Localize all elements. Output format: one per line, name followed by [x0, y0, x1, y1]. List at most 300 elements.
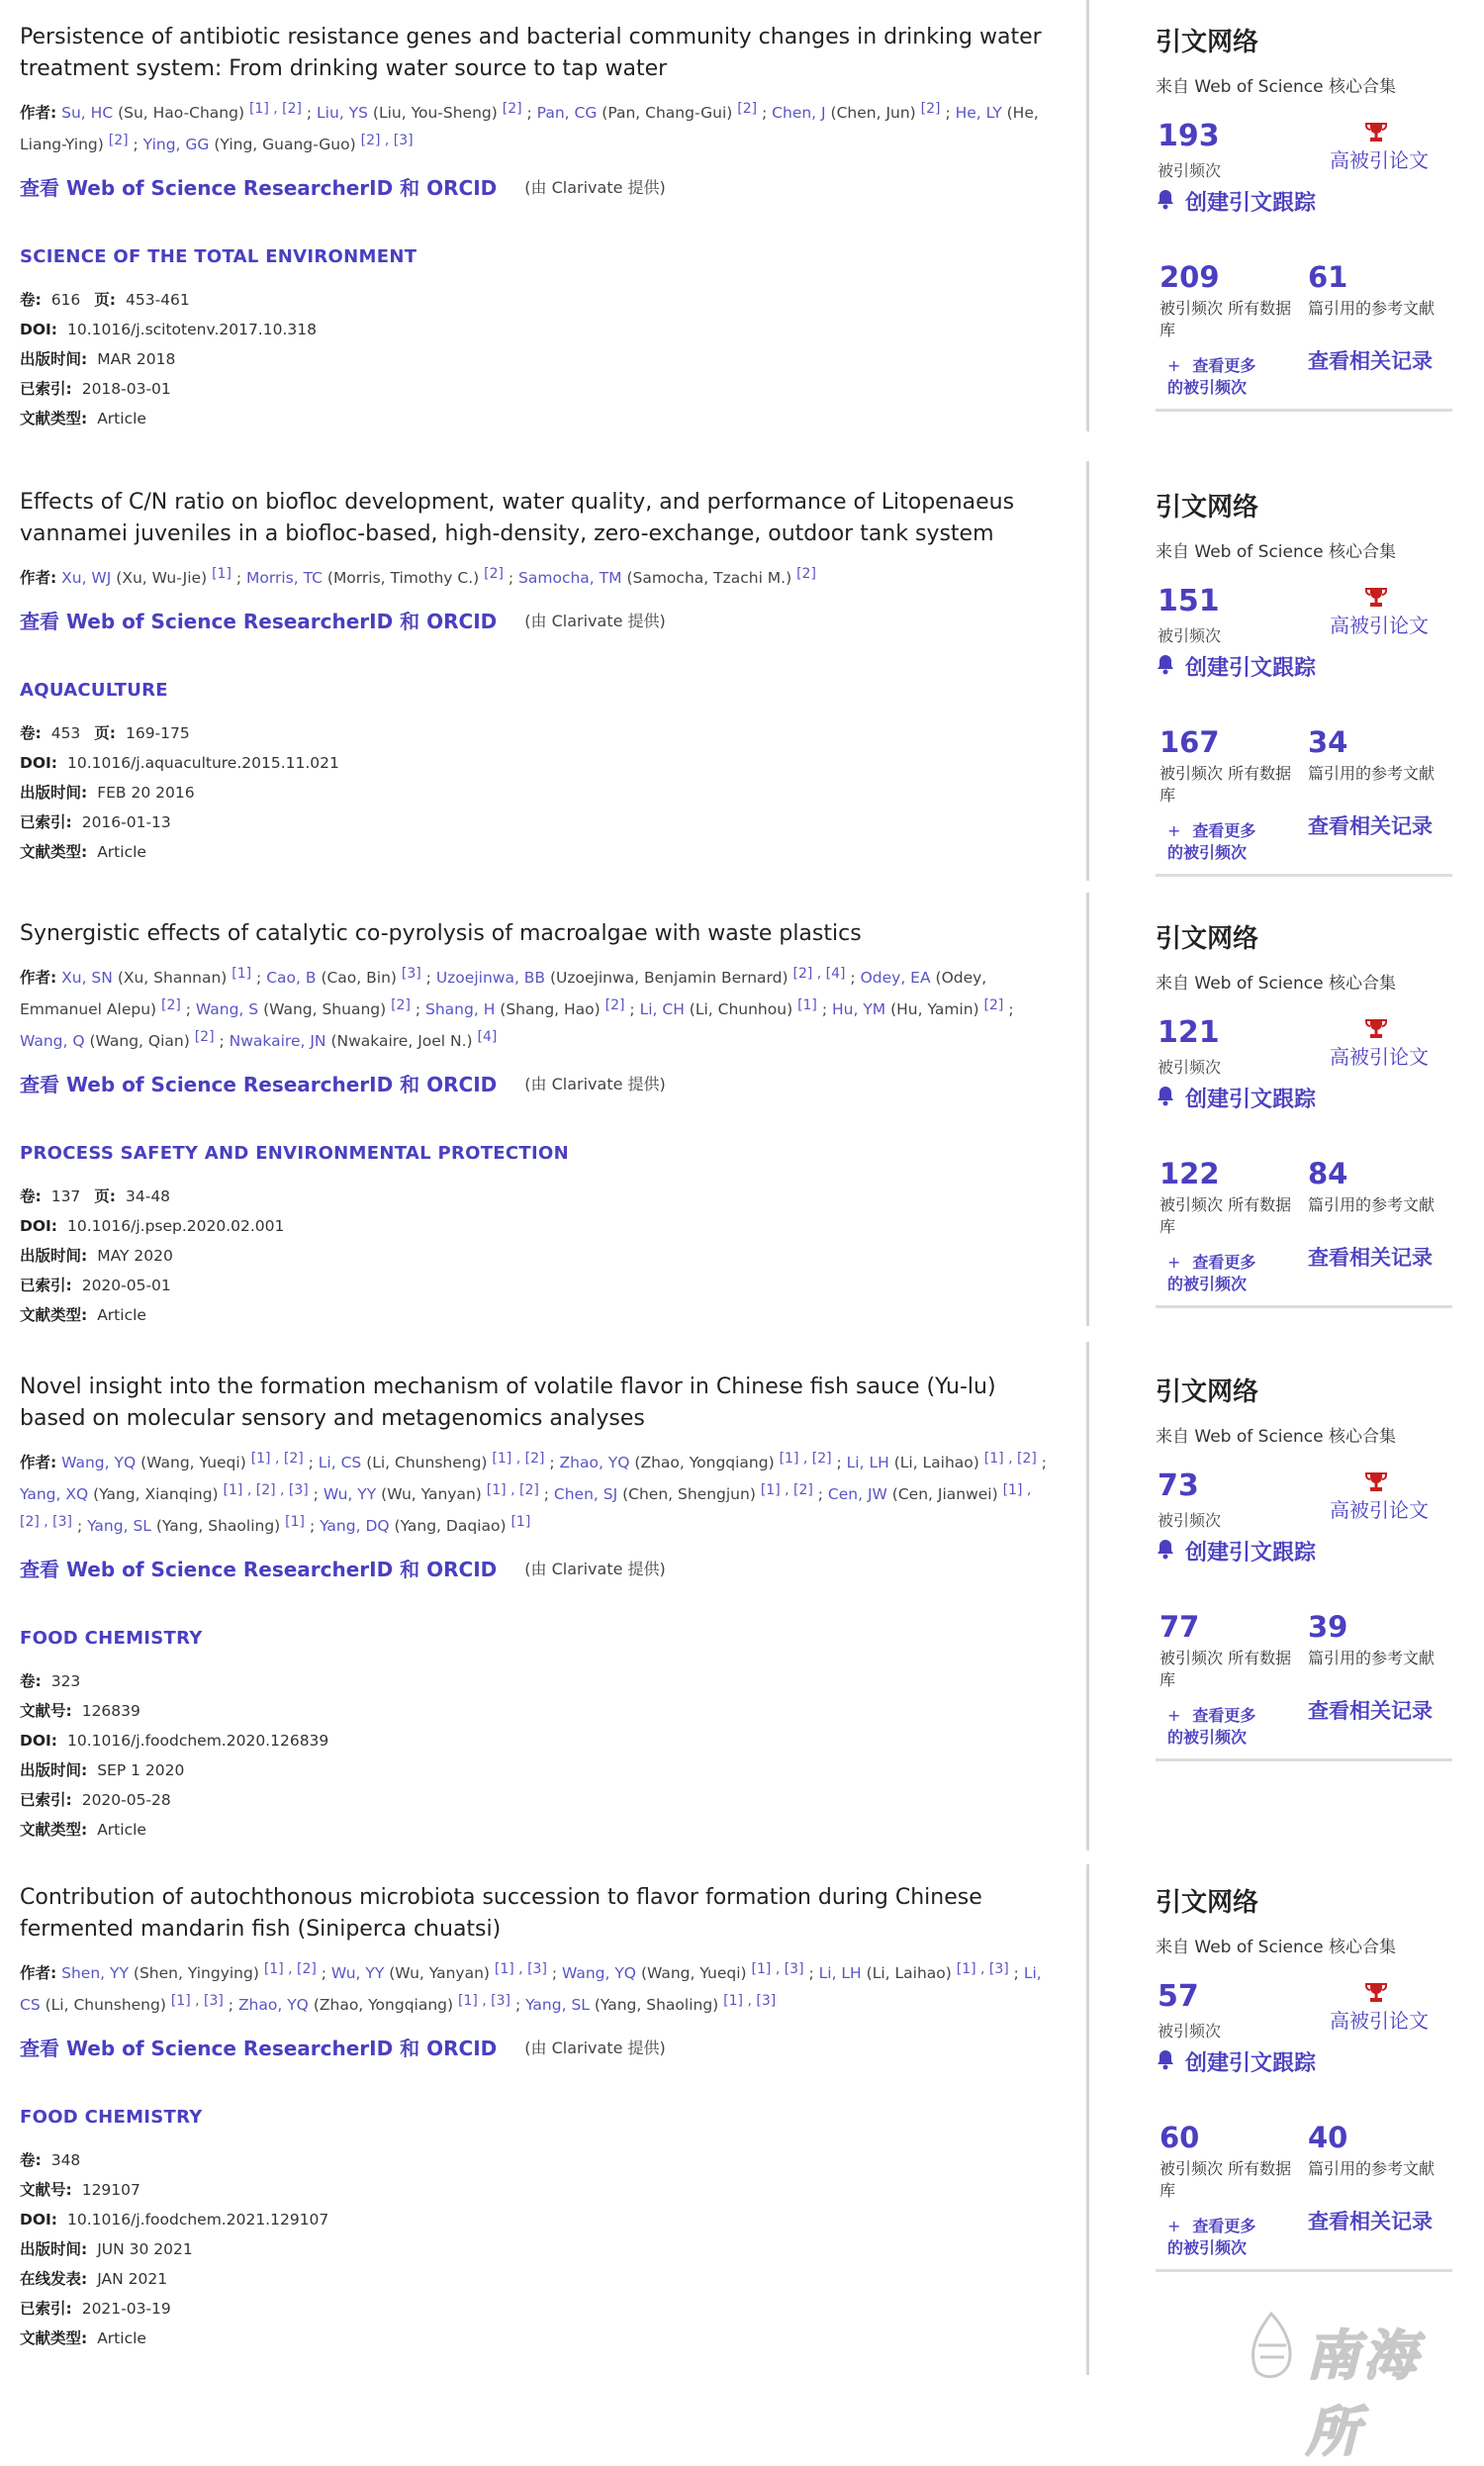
meta-indexed-label: 已索引:	[20, 380, 72, 398]
meta-doc-type	[20, 837, 1049, 867]
author-separator: ;	[214, 1032, 230, 1050]
researcher-id-link[interactable]: 查看 Web of Science ResearcherID 和 ORCID	[20, 176, 498, 200]
author-link[interactable]: Yang, SL	[87, 1517, 151, 1535]
meta-doc-type	[20, 404, 1049, 433]
author-link[interactable]: Yang, DQ	[320, 1517, 390, 1535]
author-link[interactable]: Wang, Q	[20, 1032, 85, 1050]
meta-volume-value: 323	[50, 1672, 81, 1690]
researcher-id-row	[20, 1069, 1049, 1097]
author-affiliation-ref[interactable]: [1]	[510, 1514, 531, 1530]
author-link[interactable]: Xu, SN	[61, 969, 113, 987]
record-details	[20, 22, 1049, 433]
all-db-cited-count[interactable]: 167	[1159, 725, 1220, 759]
author-separator: ;	[72, 1517, 88, 1535]
author-affiliation-ref[interactable]: [1] , [2]	[263, 1961, 317, 1977]
author-full-name: (Zhao, Yongqiang)	[634, 1454, 775, 1471]
trophy-icon	[1365, 121, 1387, 144]
researcher-id-link[interactable]: 查看 Web of Science ResearcherID 和 ORCID	[20, 1558, 498, 1581]
author-affiliation-ref[interactable]: [1] , [2]	[250, 1451, 304, 1467]
create-citation-alert-label[interactable]: 创建引文跟踪	[1185, 1541, 1317, 1565]
author-full-name: (Shen, Yingying)	[133, 1964, 259, 1982]
meta-volume-value: 616	[50, 291, 81, 309]
author-link[interactable]: Chen, J	[772, 104, 826, 122]
author-affiliation-ref[interactable]: [4]	[477, 1029, 498, 1045]
all-db-cited-count[interactable]: 209	[1159, 260, 1220, 294]
related-records-link[interactable]: 查看相关记录	[1308, 1246, 1433, 1270]
highly-cited-badge[interactable]: 高被引论文	[1330, 1045, 1429, 1069]
author-separator: ;	[546, 1964, 562, 1982]
times-cited-label: 被引频次	[1158, 1058, 1222, 1077]
meta-indexed-value: 2020-05-01	[81, 1277, 171, 1294]
journal-link[interactable]: PROCESS SAFETY AND ENVIRONMENTAL PROTECTION	[20, 1143, 569, 1164]
see-more-line2[interactable]: 的被引频次	[1167, 1728, 1248, 1747]
trophy-icon	[1365, 1470, 1387, 1494]
meta-pages-value: 453-461	[126, 291, 190, 309]
times-cited-count[interactable]: 121	[1158, 1015, 1220, 1050]
meta-volume-label: 卷:	[20, 724, 42, 742]
author-full-name: (Li, Chunhou)	[689, 1000, 793, 1018]
watermark-emblem-icon	[1237, 2306, 1306, 2385]
researcher-id-link[interactable]: 查看 Web of Science ResearcherID 和 ORCID	[20, 610, 498, 633]
authors-label: 作者:	[20, 1964, 57, 1982]
meta-doi-value: 10.1016/j.foodchem.2021.129107	[67, 2211, 329, 2229]
meta-pages-label: 页:	[94, 1187, 116, 1205]
meta-article-number	[20, 1696, 1049, 1726]
author-link[interactable]: Xu, WJ	[61, 569, 112, 587]
column-divider	[1086, 0, 1089, 431]
create-citation-alert[interactable]	[1156, 1083, 1452, 1113]
author-link[interactable]: Morris, TC	[246, 569, 323, 587]
authors-label: 作者:	[20, 104, 57, 122]
cited-refs-count[interactable]: 61	[1308, 260, 1348, 294]
meta-doi-value: 10.1016/j.aquaculture.2015.11.021	[67, 754, 339, 772]
author-full-name: (Su, Hao-Chang)	[118, 104, 245, 122]
meta-doi-label: DOI:	[20, 1732, 58, 1750]
author-full-name: (Nwakaire, Joel N.)	[330, 1032, 473, 1050]
trophy-icon	[1365, 1981, 1387, 2005]
author-link[interactable]: Wang, YQ	[61, 1454, 137, 1471]
bell-icon	[1156, 2048, 1175, 2076]
author-affiliation-ref[interactable]: [3]	[401, 966, 421, 982]
author-affiliation-ref[interactable]: [1] , [3]	[751, 1961, 804, 1977]
times-cited-count[interactable]: 57	[1158, 1979, 1199, 2014]
author-separator: ;	[1003, 1000, 1014, 1018]
highly-cited-badge[interactable]: 高被引论文	[1330, 1498, 1429, 1522]
cited-refs-label: 篇引用的参考文献	[1308, 1649, 1436, 1667]
author-separator: ;	[180, 1000, 196, 1018]
see-more-line2[interactable]: 的被引频次	[1167, 2238, 1248, 2257]
cited-refs-label: 篇引用的参考文献	[1308, 764, 1436, 783]
create-citation-alert[interactable]	[1156, 2046, 1452, 2077]
author-full-name: (Wu, Yanyan)	[389, 1964, 490, 1982]
see-more-line1[interactable]: 查看更多	[1192, 821, 1256, 840]
provider-note: (由 Clarivate 提供)	[524, 2039, 666, 2057]
record-details	[20, 1882, 1049, 2353]
citation-stats	[1156, 1157, 1452, 1308]
cited-refs-label: 篇引用的参考文献	[1308, 2159, 1436, 2178]
author-affiliation-ref[interactable]: [2]	[983, 997, 1004, 1013]
author-affiliation-ref[interactable]: [2]	[737, 101, 758, 117]
citation-source: 来自 Web of Science 核心合集	[1156, 974, 1396, 994]
times-cited-row	[1156, 1015, 1452, 1081]
author-link[interactable]: Yang, SL	[525, 1996, 590, 2014]
record-details	[20, 487, 1049, 867]
citation-network-panel	[1156, 1372, 1452, 1761]
author-link[interactable]: Hu, YM	[831, 1000, 886, 1018]
meta-volume	[20, 1182, 1049, 1211]
author-affiliation-ref[interactable]: [1] , [3]	[494, 1961, 547, 1977]
create-citation-alert-label[interactable]: 创建引文跟踪	[1185, 191, 1317, 216]
meta-pub-date-value: MAY 2020	[97, 1247, 173, 1265]
author-link[interactable]: Samocha, TM	[518, 569, 622, 587]
author-separator: ;	[1036, 1454, 1047, 1471]
author-link[interactable]: Nwakaire, JN	[229, 1032, 326, 1050]
meta-pub-date-label: 出版时间:	[20, 2240, 88, 2258]
all-db-cited-label: 被引频次 所有数据库	[1159, 299, 1292, 339]
meta-article-number	[20, 2175, 1049, 2205]
author-full-name: (Odey, Emmanuel Alepu)	[20, 969, 987, 1018]
meta-volume	[20, 285, 1049, 315]
meta-volume	[20, 718, 1049, 748]
author-separator: ;	[1008, 1964, 1024, 1982]
author-separator: ;	[538, 1485, 554, 1503]
author-affiliation-ref[interactable]: [2]	[194, 1029, 215, 1045]
meta-indexed	[20, 1271, 1049, 1300]
author-full-name: (Li, Laihao)	[893, 1454, 979, 1471]
meta-volume	[20, 2145, 1049, 2175]
author-full-name: (Uzoejinwa, Benjamin Bernard)	[550, 969, 788, 987]
author-link[interactable]: He, LY	[955, 104, 1002, 122]
create-citation-alert[interactable]	[1156, 186, 1452, 217]
journal-link[interactable]: FOOD CHEMISTRY	[20, 2107, 203, 2128]
author-separator: ;	[803, 1964, 819, 1982]
author-link[interactable]: Cao, B	[266, 969, 317, 987]
author-link[interactable]: Wang, S	[195, 1000, 259, 1018]
author-separator: ;	[816, 1000, 832, 1018]
related-records-link[interactable]: 查看相关记录	[1308, 814, 1433, 838]
meta-online-date	[20, 2264, 1049, 2294]
author-link[interactable]: Shang, H	[425, 1000, 496, 1018]
meta-indexed-value: 2020-05-28	[81, 1791, 171, 1809]
author-separator: ;	[503, 569, 519, 587]
see-more-line1[interactable]: 查看更多	[1192, 1253, 1256, 1272]
related-records-link[interactable]: 查看相关记录	[1308, 349, 1433, 373]
meta-online-date-value: JAN 2021	[97, 2270, 168, 2288]
record-title[interactable]: Contribution of autochthonous microbiota succession to flavor formation during Chinese fermented mandarin fish (Siniperca chuatsi)	[20, 1885, 982, 1942]
author-affiliation-ref[interactable]: [1] , [2]	[983, 1451, 1037, 1467]
citation-network-panel	[1156, 487, 1452, 877]
meta-pages-value: 34-48	[126, 1187, 171, 1205]
author-link[interactable]: Li, CS	[20, 1964, 1042, 2014]
author-separator: ;	[420, 969, 436, 987]
meta-volume-label: 卷:	[20, 291, 42, 309]
researcher-id-link[interactable]: 查看 Web of Science ResearcherID 和 ORCID	[20, 1073, 498, 1096]
meta-doi-label: DOI:	[20, 2211, 58, 2229]
meta-doi	[20, 1726, 1049, 1755]
highly-cited-badge[interactable]: 高被引论文	[1330, 148, 1429, 172]
meta-doi	[20, 1211, 1049, 1241]
author-link[interactable]: Pan, CG	[536, 104, 598, 122]
author-affiliation-ref[interactable]: [1]	[232, 966, 252, 982]
create-citation-alert-label[interactable]: 创建引文跟踪	[1185, 656, 1317, 681]
times-cited-count[interactable]: 73	[1158, 1469, 1199, 1503]
author-affiliation-ref[interactable]: [2]	[502, 101, 522, 117]
author-separator: ;	[231, 569, 246, 587]
author-affiliation-ref[interactable]: [2]	[161, 997, 181, 1013]
author-affiliation-ref[interactable]: [1] , [2] , [3]	[20, 1482, 1032, 1530]
times-cited-count[interactable]: 193	[1158, 119, 1220, 153]
see-more-cited-link[interactable]	[1167, 1252, 1286, 1295]
author-affiliation-ref[interactable]: [1] , [3]	[170, 1993, 224, 2009]
citation-stats	[1156, 260, 1452, 412]
meta-pub-date-label: 出版时间:	[20, 350, 88, 368]
author-separator: ;	[831, 1454, 847, 1471]
meta-indexed-label: 已索引:	[20, 813, 72, 831]
see-more-cited-link[interactable]	[1167, 1705, 1286, 1749]
author-full-name: (Yang, Daqiao)	[394, 1517, 507, 1535]
see-more-line1[interactable]: 查看更多	[1192, 2217, 1256, 2235]
bell-icon	[1156, 1538, 1175, 1565]
times-cited-label: 被引频次	[1158, 626, 1222, 645]
citation-network-panel	[1156, 1882, 1452, 2272]
researcher-id-row	[20, 606, 1049, 634]
citation-network-panel	[1156, 918, 1452, 1308]
author-affiliation-ref[interactable]: [1] , [2]	[760, 1482, 813, 1498]
provider-note: (由 Clarivate 提供)	[524, 1560, 666, 1578]
author-link[interactable]: Zhao, YQ	[237, 1996, 309, 2014]
author-link[interactable]: Li, CS	[318, 1454, 362, 1471]
author-full-name: (He, Liang-Ying)	[20, 104, 1039, 153]
authors-label: 作者:	[20, 1454, 57, 1471]
researcher-id-link[interactable]: 查看 Web of Science ResearcherID 和 ORCID	[20, 2037, 498, 2060]
meta-article-number-label: 文献号:	[20, 2181, 72, 2199]
author-affiliation-ref[interactable]: [1] , [3]	[458, 1993, 511, 2009]
citation-source: 来自 Web of Science 核心合集	[1156, 542, 1396, 562]
author-link[interactable]: Li, CH	[639, 1000, 685, 1018]
create-citation-alert-label[interactable]: 创建引文跟踪	[1185, 2051, 1317, 2076]
provider-note: (由 Clarivate 提供)	[524, 1075, 666, 1093]
author-separator: ;	[128, 136, 143, 153]
author-link[interactable]: Cen, JW	[827, 1485, 887, 1503]
watermark-text: 南海所	[1306, 2324, 1421, 2463]
see-more-line2[interactable]: 的被引频次	[1167, 1275, 1248, 1293]
watermark-logo	[1237, 2306, 1474, 2463]
cited-refs-count[interactable]: 39	[1308, 1610, 1348, 1644]
author-link[interactable]: Wu, YY	[330, 1964, 385, 1982]
record-title[interactable]: Synergistic effects of catalytic co-pyrolysis of macroalgae with waste plastics	[20, 921, 862, 946]
plus-icon: +	[1167, 1253, 1181, 1272]
citation-network-panel	[1156, 22, 1452, 412]
author-affiliation-ref[interactable]: [2] , [3]	[360, 133, 414, 148]
bell-icon	[1156, 1085, 1175, 1112]
author-full-name: (Wang, Yueqi)	[140, 1454, 246, 1471]
author-link[interactable]: Wang, YQ	[561, 1964, 637, 1982]
authors-label: 作者:	[20, 569, 57, 587]
journal-link[interactable]: AQUACULTURE	[20, 680, 168, 701]
meta-doc-type-label: 文献类型:	[20, 1821, 88, 1839]
times-cited-row	[1156, 1469, 1452, 1534]
plus-icon: +	[1167, 356, 1181, 375]
author-full-name: (Samocha, Tzachi M.)	[626, 569, 792, 587]
see-more-line1[interactable]: 查看更多	[1192, 1706, 1256, 1725]
highly-cited-badge[interactable]: 高被引论文	[1330, 614, 1429, 637]
meta-volume-label: 卷:	[20, 1187, 42, 1205]
author-link[interactable]: Chen, SJ	[553, 1485, 618, 1503]
author-affiliation-ref[interactable]: [1] , [2]	[779, 1451, 832, 1467]
author-separator: ;	[812, 1485, 828, 1503]
bell-icon	[1156, 653, 1175, 681]
author-separator: ;	[410, 1000, 426, 1018]
see-more-line1[interactable]: 查看更多	[1192, 356, 1256, 375]
author-full-name: (Chen, Jun)	[830, 104, 916, 122]
author-separator: ;	[251, 969, 267, 987]
author-affiliation-ref[interactable]: [2] , [4]	[792, 966, 846, 982]
author-affiliation-ref[interactable]: [1] , [3]	[723, 1993, 777, 2009]
meta-pub-date	[20, 344, 1049, 374]
citation-source: 来自 Web of Science 核心合集	[1156, 1427, 1396, 1447]
author-separator: ;	[308, 1485, 324, 1503]
meta-doi	[20, 748, 1049, 778]
author-link[interactable]: Shen, YY	[61, 1964, 129, 1982]
author-separator: ;	[303, 1454, 319, 1471]
author-link[interactable]: Ying, GG	[142, 136, 210, 153]
meta-doi-label: DOI:	[20, 1217, 58, 1235]
see-more-line2[interactable]: 的被引频次	[1167, 843, 1248, 862]
author-affiliation-ref[interactable]: [1]	[212, 566, 232, 582]
meta-indexed-value: 2018-03-01	[81, 380, 171, 398]
author-affiliation-ref[interactable]: [1] , [3]	[956, 1961, 1009, 1977]
author-link[interactable]: Li, LH	[818, 1964, 862, 1982]
record-title[interactable]: Effects of C/N ratio on biofloc development, water quality, and performance of Litopenaeus vannamei juveniles in a biofloc-based, high-density, zero-exchange, outdoor tank system	[20, 490, 1015, 546]
meta-volume-value: 348	[50, 2151, 81, 2169]
meta-volume-value: 137	[50, 1187, 81, 1205]
author-affiliation-ref[interactable]: [2]	[391, 997, 411, 1013]
meta-doc-type-value: Article	[97, 2329, 146, 2347]
author-full-name: (Wu, Yanyan)	[381, 1485, 482, 1503]
author-link[interactable]: Uzoejinwa, BB	[435, 969, 546, 987]
author-link[interactable]: Wu, YY	[323, 1485, 377, 1503]
see-more-line2[interactable]: 的被引频次	[1167, 378, 1248, 397]
all-db-cited-count[interactable]: 122	[1159, 1157, 1220, 1190]
all-db-cited-count[interactable]: 60	[1159, 2121, 1200, 2154]
create-citation-alert[interactable]	[1156, 651, 1452, 682]
author-separator: ;	[544, 1454, 560, 1471]
author-link[interactable]: Li, LH	[846, 1454, 889, 1471]
meta-doc-type-value: Article	[97, 410, 146, 427]
see-more-cited-link[interactable]	[1167, 820, 1286, 864]
meta-doc-type	[20, 1300, 1049, 1330]
meta-pub-date	[20, 2234, 1049, 2264]
meta-pub-date-label: 出版时间:	[20, 1247, 88, 1265]
meta-doc-type-label: 文献类型:	[20, 2329, 88, 2347]
author-list	[20, 95, 1049, 158]
column-divider	[1086, 893, 1089, 1326]
citation-network-title: 引文网络	[1156, 924, 1259, 954]
author-full-name: (Pan, Chang-Gui)	[602, 104, 733, 122]
author-affiliation-ref[interactable]: [2]	[108, 133, 129, 148]
meta-article-number-value: 126839	[81, 1702, 140, 1720]
cited-refs-count[interactable]: 34	[1308, 725, 1348, 759]
see-more-cited-link[interactable]	[1167, 355, 1286, 399]
author-affiliation-ref[interactable]: [2]	[604, 997, 625, 1013]
cited-refs-count[interactable]: 40	[1308, 2121, 1348, 2154]
author-full-name: (Wang, Yueqi)	[640, 1964, 747, 1982]
create-citation-alert[interactable]	[1156, 1536, 1452, 1566]
author-affiliation-ref[interactable]: [2]	[796, 566, 816, 582]
author-link[interactable]: Yang, XQ	[20, 1485, 89, 1503]
meta-doc-type-value: Article	[97, 1821, 146, 1839]
author-affiliation-ref[interactable]: [1] , [2]	[486, 1482, 539, 1498]
times-cited-count[interactable]: 151	[1158, 584, 1220, 618]
meta-doc-type-value: Article	[97, 1306, 146, 1324]
author-link[interactable]: Liu, YS	[317, 104, 368, 122]
cited-refs-label: 篇引用的参考文献	[1308, 299, 1436, 318]
see-more-cited-link[interactable]	[1167, 2216, 1286, 2259]
journal-link[interactable]: FOOD CHEMISTRY	[20, 1628, 203, 1649]
meta-pub-date-value: MAR 2018	[97, 350, 176, 368]
highly-cited-badge[interactable]: 高被引论文	[1330, 2009, 1429, 2033]
plus-icon: +	[1167, 1706, 1181, 1725]
meta-doi-value: 10.1016/j.psep.2020.02.001	[67, 1217, 285, 1235]
author-affiliation-ref[interactable]: [1]	[285, 1514, 306, 1530]
author-full-name: (Cao, Bin)	[321, 969, 397, 987]
author-link[interactable]: Odey, EA	[860, 969, 931, 987]
meta-article-number-label: 文献号:	[20, 1702, 72, 1720]
author-affiliation-ref[interactable]: [2]	[920, 101, 941, 117]
meta-volume	[20, 1666, 1049, 1696]
times-cited-label: 被引频次	[1158, 161, 1222, 180]
publication-meta	[20, 1182, 1049, 1330]
publication-meta	[20, 718, 1049, 867]
meta-doi	[20, 315, 1049, 344]
author-affiliation-ref[interactable]: [2]	[484, 566, 504, 582]
meta-volume-label: 卷:	[20, 2151, 42, 2169]
meta-doc-type-label: 文献类型:	[20, 410, 88, 427]
record-title[interactable]: Novel insight into the formation mechanism of volatile flavor in Chinese fish sauce (Yu-lu) based on molecular sensory and metagenomics analyses	[20, 1375, 996, 1431]
cited-refs-count[interactable]: 84	[1308, 1157, 1348, 1190]
meta-indexed-value: 2016-01-13	[81, 813, 171, 831]
researcher-id-row	[20, 2033, 1049, 2061]
author-affiliation-ref[interactable]: [1] , [2]	[492, 1451, 545, 1467]
times-cited-row	[1156, 1979, 1452, 2044]
related-records-link[interactable]: 查看相关记录	[1308, 2210, 1433, 2233]
author-full-name: (Shang, Hao)	[500, 1000, 601, 1018]
author-full-name: (Chen, Shengjun)	[622, 1485, 756, 1503]
related-records-link[interactable]: 查看相关记录	[1308, 1699, 1433, 1723]
author-affiliation-ref[interactable]: [1] , [2] , [3]	[223, 1482, 309, 1498]
author-full-name: (Zhao, Yongqiang)	[313, 1996, 454, 2014]
author-affiliation-ref[interactable]: [1] , [2]	[248, 101, 302, 117]
meta-indexed-label: 已索引:	[20, 1277, 72, 1294]
journal-link[interactable]: SCIENCE OF THE TOTAL ENVIRONMENT	[20, 246, 417, 267]
all-db-cited-count[interactable]: 77	[1159, 1610, 1200, 1644]
author-separator: ;	[316, 1964, 331, 1982]
create-citation-alert-label[interactable]: 创建引文跟踪	[1185, 1088, 1317, 1112]
column-divider	[1086, 1864, 1089, 2375]
author-link[interactable]: Su, HC	[61, 104, 114, 122]
meta-indexed	[20, 2294, 1049, 2324]
all-db-cited-label: 被引频次 所有数据库	[1159, 1195, 1292, 1236]
meta-indexed	[20, 374, 1049, 404]
author-link[interactable]: Zhao, YQ	[559, 1454, 630, 1471]
author-list	[20, 560, 1049, 592]
author-separator: ;	[845, 969, 861, 987]
author-full-name: (Morris, Timothy C.)	[326, 569, 480, 587]
author-affiliation-ref[interactable]: [1]	[797, 997, 817, 1013]
meta-doi-label: DOI:	[20, 754, 58, 772]
record-title[interactable]: Persistence of antibiotic resistance genes and bacterial community changes in drinking water treatment system: From drinking water source to tap water	[20, 25, 1042, 81]
publication-meta	[20, 1666, 1049, 1845]
